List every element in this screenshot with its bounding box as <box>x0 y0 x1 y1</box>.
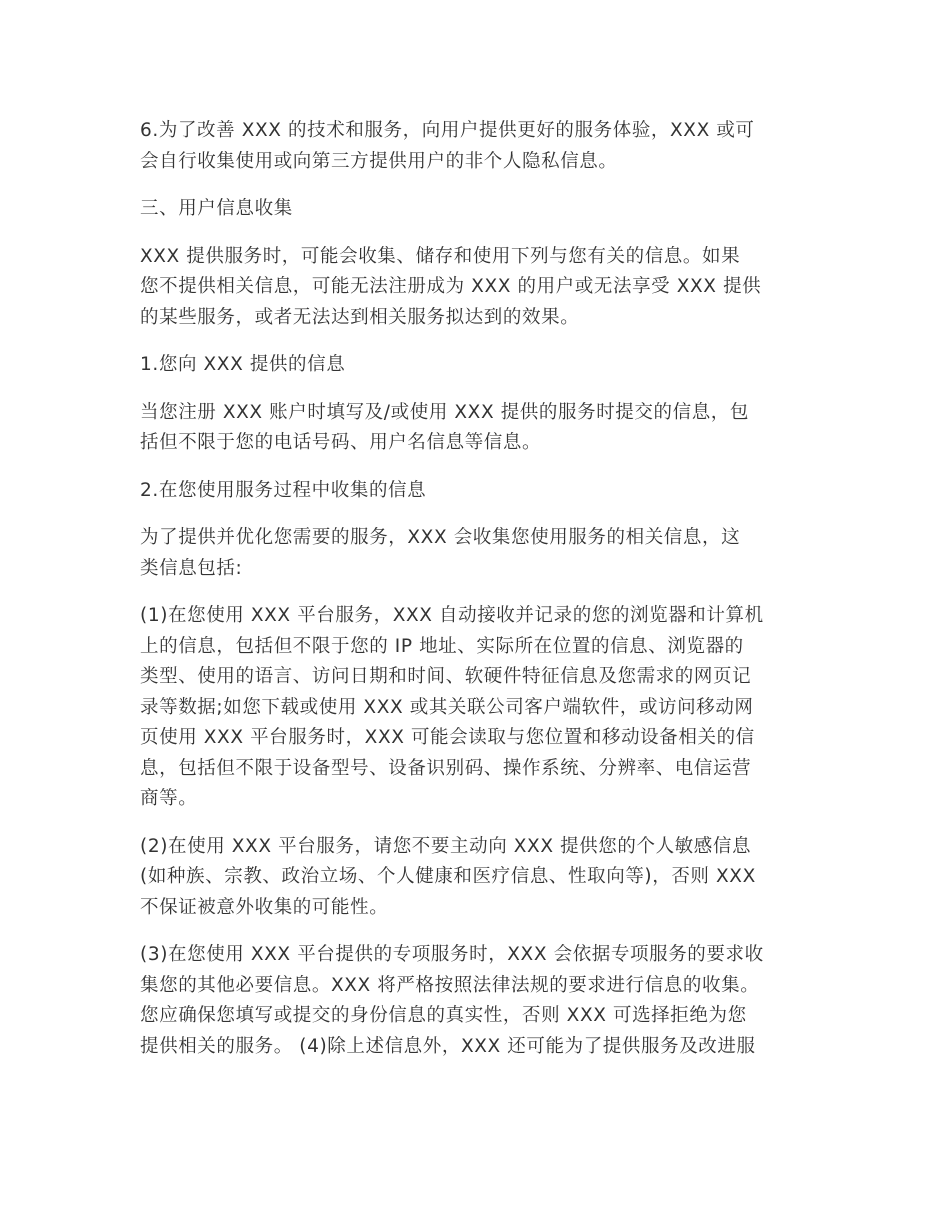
subsection-2-intro <box>140 523 812 584</box>
text-line: 您不提供相关信息，可能无法注册成为 XXX 的用户或无法享受 XXX 提供 <box>140 276 762 297</box>
text-line: 商等。 <box>140 788 198 809</box>
text-line: 当您注册 XXX 账户时填写及/或使用 XXX 提供的服务时提交的信息，包 <box>140 401 749 423</box>
subsection-2-heading <box>140 476 812 507</box>
text-line: 集您的其他必要信息。XXX 将严格按照法律法规的要求进行信息的收集。 <box>140 974 760 996</box>
text-line: 括但不限于您的电话号码、用户名信息等信息。 <box>140 432 542 453</box>
document-page <box>140 116 812 1079</box>
subsection-1-heading <box>140 350 812 381</box>
text-line: 录等数据;如您下载或使用 XXX 或其关联公司客户端软件，或访问移动网 <box>140 696 754 718</box>
text-line: (1)在您使用 XXX 平台服务，XXX 自动接收并记录的您的浏览器和计算机 <box>140 605 764 626</box>
section-3-heading <box>140 194 812 225</box>
text-line: 类型、使用的语言、访问日期和时间、软硬件特征信息及您需求的网页记 <box>140 666 752 687</box>
heading-text: 1.您向 XXX 提供的信息 <box>140 354 346 375</box>
section-3-intro <box>140 242 812 334</box>
heading-text: 2.在您使用服务过程中收集的信息 <box>140 479 427 501</box>
text-line: 您应确保您填写或提交的身份信息的真实性，否则 XXX 可选择拒绝为您 <box>140 1005 747 1026</box>
subsection-2-item-1 <box>140 601 812 815</box>
text-line: 提供相关的服务。 (4)除上述信息外，XXX 还可能为了提供服务及改进服 <box>140 1035 756 1057</box>
text-line: XXX 提供服务时，可能会收集、储存和使用下列与您有关的信息。如果 <box>140 245 741 267</box>
text-line: 的某些服务，或者无法达到相关服务拟达到的效果。 <box>140 306 580 328</box>
subsection-2-item-2 <box>140 832 812 924</box>
clause-6-non-personal-info <box>140 116 812 177</box>
text-line: 类信息包括: <box>140 557 243 579</box>
text-line: (如种族、宗教、政治立场、个人健康和医疗信息、性取向等)，否则 XXX <box>140 866 756 887</box>
text-line: 息，包括但不限于设备型号、设备识别码、操作系统、分辨率、电信运营 <box>140 757 752 779</box>
text-line: 会自行收集使用或向第三方提供用户的非个人隐私信息。 <box>140 150 618 172</box>
text-line: 为了提供并优化您需要的服务，XXX 会收集您使用服务的相关信息，这 <box>140 527 741 548</box>
heading-text: 三、用户信息收集 <box>140 198 293 219</box>
text-line: 上的信息，包括但不限于您的 IP 地址、实际所在位置的信息、浏览器的 <box>140 635 744 657</box>
text-line: 页使用 XXX 平台服务时，XXX 可能会读取与您位置和移动设备相关的信 <box>140 727 755 748</box>
subsection-2-item-3 <box>140 940 812 1062</box>
text-line: (2)在使用 XXX 平台服务，请您不要主动向 XXX 提供您的个人敏感信息 <box>140 835 752 857</box>
text-line: 不保证被意外收集的可能性。 <box>140 896 389 918</box>
text-line: 6.为了改善 XXX 的技术和服务，向用户提供更好的服务体验，XXX 或可 <box>140 120 755 141</box>
text-line: (3)在您使用 XXX 平台提供的专项服务时，XXX 会依据专项服务的要求收 <box>140 944 764 965</box>
subsection-1-body <box>140 398 812 459</box>
